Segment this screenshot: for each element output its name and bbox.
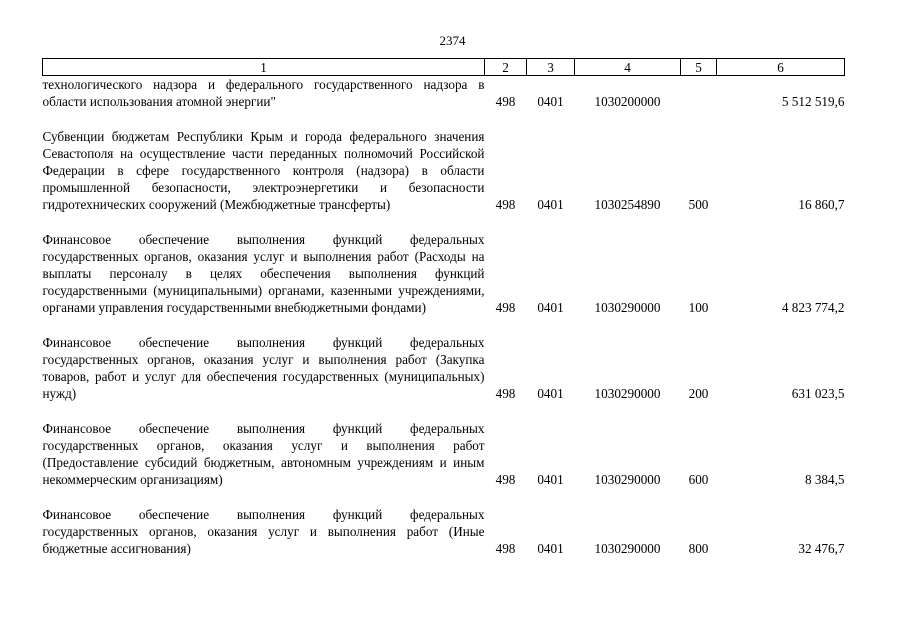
row-description: технологического надзора и федерального государственного надзора в области использования атомной энергии" — [42, 77, 485, 109]
row-description: Финансовое обеспечение выполнения функций федеральных государственных органов, оказания услуг и выполнения работ (Предоставление субсидий бюджетным, автономным учреждениям и иным некоммерческим организациям) — [42, 421, 485, 487]
row-amount: 4 823 774,2 — [781, 300, 845, 315]
budget-table — [42, 58, 845, 557]
row-amount: 16 860,7 — [798, 197, 845, 212]
row-section: 0401 — [537, 94, 564, 109]
row-ministry: 498 — [495, 472, 516, 487]
row-expense-type: 500 — [688, 197, 709, 212]
table-row — [43, 420, 845, 488]
row-expense-type: 200 — [688, 386, 709, 401]
table-row — [43, 334, 845, 402]
row-target-article: 1030290000 — [594, 541, 661, 556]
row-ministry: 498 — [495, 94, 516, 109]
row-description: Финансовое обеспечение выполнения функций федеральных государственных органов, оказания услуг и выполнения работ (Иные бюджетные ассигнования) — [42, 507, 485, 556]
row-target-article: 1030290000 — [594, 386, 661, 401]
row-ministry: 498 — [495, 541, 516, 556]
column-header-5: 5 — [681, 59, 717, 76]
table-row — [43, 231, 845, 316]
row-target-article: 1030200000 — [594, 94, 661, 109]
row-expense-type: 600 — [688, 472, 709, 487]
table-row — [43, 76, 845, 111]
row-expense-type — [681, 76, 717, 111]
column-header-1: 1 — [43, 59, 485, 76]
row-amount: 5 512 519,6 — [781, 94, 845, 109]
row-section: 0401 — [537, 472, 564, 487]
column-header-3: 3 — [527, 59, 575, 76]
row-ministry: 498 — [495, 197, 516, 212]
column-header-6: 6 — [717, 59, 845, 76]
row-section: 0401 — [537, 300, 564, 315]
table-header-row — [43, 59, 845, 76]
row-amount: 631 023,5 — [791, 386, 845, 401]
row-amount: 32 476,7 — [798, 541, 845, 556]
column-header-4: 4 — [575, 59, 681, 76]
row-ministry: 498 — [495, 300, 516, 315]
row-expense-type: 100 — [688, 300, 709, 315]
row-section: 0401 — [537, 541, 564, 556]
row-section: 0401 — [537, 386, 564, 401]
row-ministry: 498 — [495, 386, 516, 401]
page-number: 2374 — [439, 33, 466, 48]
row-amount: 8 384,5 — [804, 472, 845, 487]
row-description: Финансовое обеспечение выполнения функций федеральных государственных органов, оказания услуг и выполнения работ (Закупка товаров, работ и услуг для обеспечения государственных (муниципальных) нужд) — [42, 335, 485, 401]
row-target-article: 1030290000 — [594, 472, 661, 487]
table-row — [43, 128, 845, 213]
column-header-2: 2 — [485, 59, 527, 76]
table-row — [43, 506, 845, 557]
row-section: 0401 — [537, 197, 564, 212]
row-description: Субвенции бюджетам Республики Крым и города федерального значения Севастополя на осуществление части переданных полномочий Российской Федерации в сфере государственного контроля (надзора) в области промышленной безопасности, электроэнергетики и безопасности гидротехнических сооружений (Межбюджетные трансферты) — [42, 129, 485, 212]
row-target-article: 1030290000 — [594, 300, 661, 315]
row-target-article: 1030254890 — [594, 197, 661, 212]
row-description: Финансовое обеспечение выполнения функций федеральных государственных органов, оказания услуг и выполнения работ (Расходы на выплаты персоналу в целях обеспечения выполнения функций государственными (муниципальными) органами, казенными учреждениями, органами управления государственными внебюджетными фондами) — [42, 232, 485, 315]
row-expense-type: 800 — [688, 541, 709, 556]
